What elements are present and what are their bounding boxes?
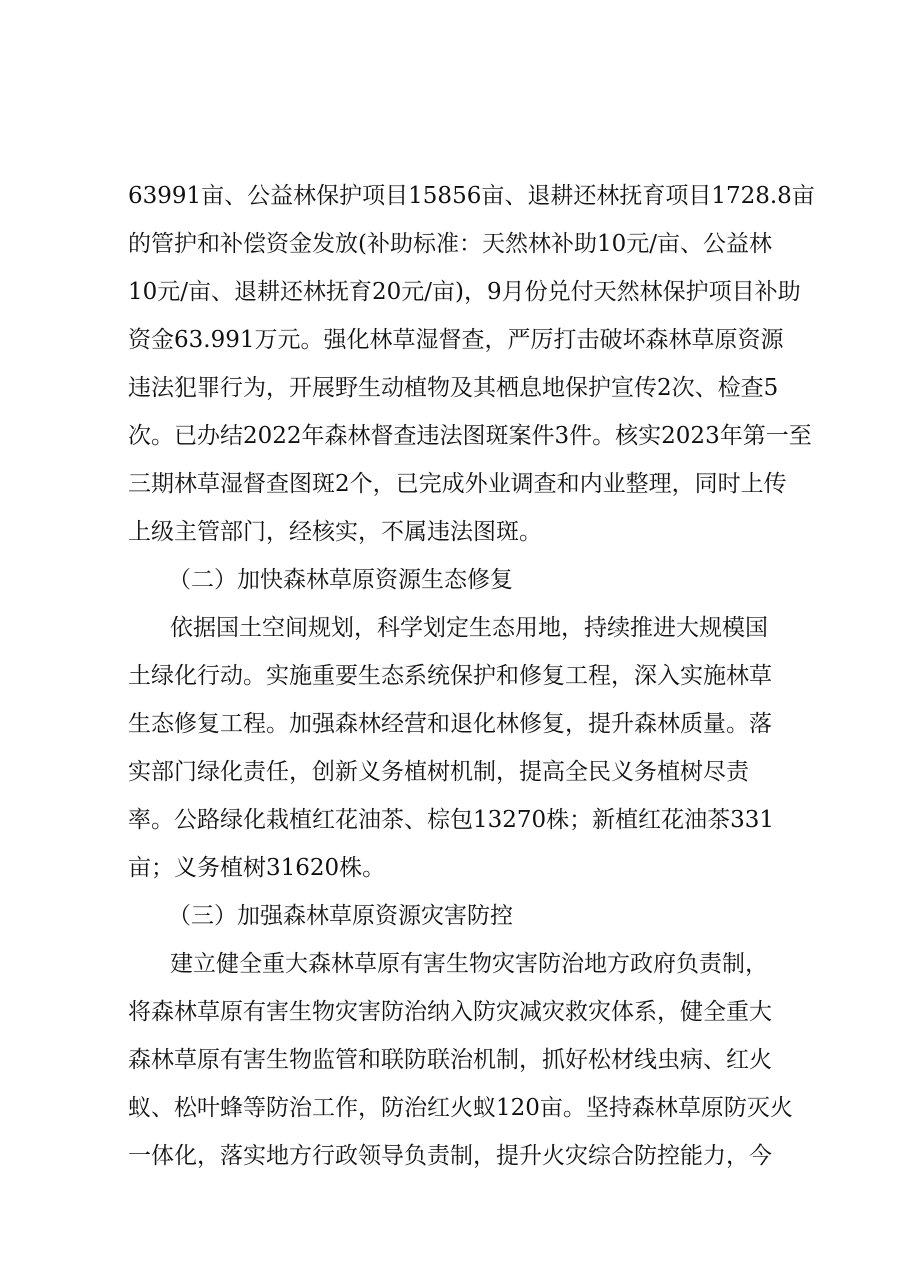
- text-line-content: 的管护和补偿资金发放(补助标准：天然林补助10元/亩、公益林: [128, 231, 772, 257]
- text-line-content: 资金63.991万元。强化林草湿督查，严厉打击破坏森林草原资源: [128, 327, 784, 353]
- text-line-content: 蚁、松叶蜂等防治工作，防治红火蚁120亩。坚持森林草原防灭火: [128, 1095, 793, 1121]
- text-line-content: 率。公路绿化栽植红花油茶、棕包13270株；新植红花油茶331: [128, 807, 775, 833]
- text-line-content: 实部门绿化责任，创新义务植树机制，提高全民义务植树尽责: [128, 759, 749, 785]
- text-line-content: 土绿化行动。实施重要生态系统保护和修复工程，深入实施林草: [128, 663, 772, 689]
- text-line: [0, 750, 909, 794]
- text-line: [0, 462, 909, 506]
- text-line: [0, 1038, 909, 1082]
- section-heading-text: （二）加快森林草原资源生态修复: [168, 567, 513, 593]
- text-line-content: 建立健全重大森林草原有害生物灾害防治地方政府负责制，: [170, 951, 768, 977]
- text-line: [0, 174, 909, 218]
- text-line: [0, 270, 909, 314]
- text-line: [0, 414, 909, 458]
- text-line: [0, 654, 909, 698]
- text-line-content: 森林草原有害生物监管和联防联治机制，抓好松材线虫病、红火: [128, 1047, 772, 1073]
- section-heading: [0, 894, 909, 938]
- text-line: [0, 942, 909, 986]
- text-line-content: 10元/亩、退耕还林抚育20元/亩)，9月份兑付天然林保护项目补助: [128, 279, 801, 305]
- text-line-content: 亩；义务植树31620株。: [128, 855, 386, 881]
- text-line-content: 违法犯罪行为，开展野生动植物及其栖息地保护宣传2次、检查5: [128, 375, 779, 401]
- text-line: [0, 1086, 909, 1130]
- text-line-content: 63991亩、公益林保护项目15856亩、退耕还林抚育项目1728.8亩: [128, 183, 815, 209]
- text-line-content: 依据国土空间规划，科学划定生态用地，持续推进大规模国: [170, 615, 768, 641]
- text-line: [0, 702, 909, 746]
- text-line: [0, 990, 909, 1034]
- text-line: [0, 510, 909, 554]
- text-line: [0, 366, 909, 410]
- section-heading: [0, 558, 909, 602]
- text-line-content: 生态修复工程。加强森林经营和退化林修复，提升森林质量。落: [128, 711, 772, 737]
- text-line: [0, 846, 909, 890]
- text-line-content: 上级主管部门，经核实，不属违法图斑。: [128, 519, 542, 545]
- text-line-content: 次。已办结2022年森林督查违法图斑案件3件。核实2023年第一至: [128, 423, 812, 449]
- text-line: [0, 318, 909, 362]
- text-line-content: 三期林草湿督查图斑2个，已完成外业调查和内业整理，同时上传: [128, 471, 787, 497]
- section-heading-text: （三）加强森林草原资源灾害防控: [168, 903, 513, 929]
- text-line: [0, 606, 909, 650]
- text-line-content: 将森林草原有害生物灾害防治纳入防灾减灾救灾体系，健全重大: [128, 999, 772, 1025]
- text-line: [0, 222, 909, 266]
- text-line: [0, 798, 909, 842]
- text-line-content: 一体化，落实地方行政领导负责制，提升火灾综合防控能力，今: [128, 1143, 772, 1169]
- text-line: [0, 1134, 909, 1178]
